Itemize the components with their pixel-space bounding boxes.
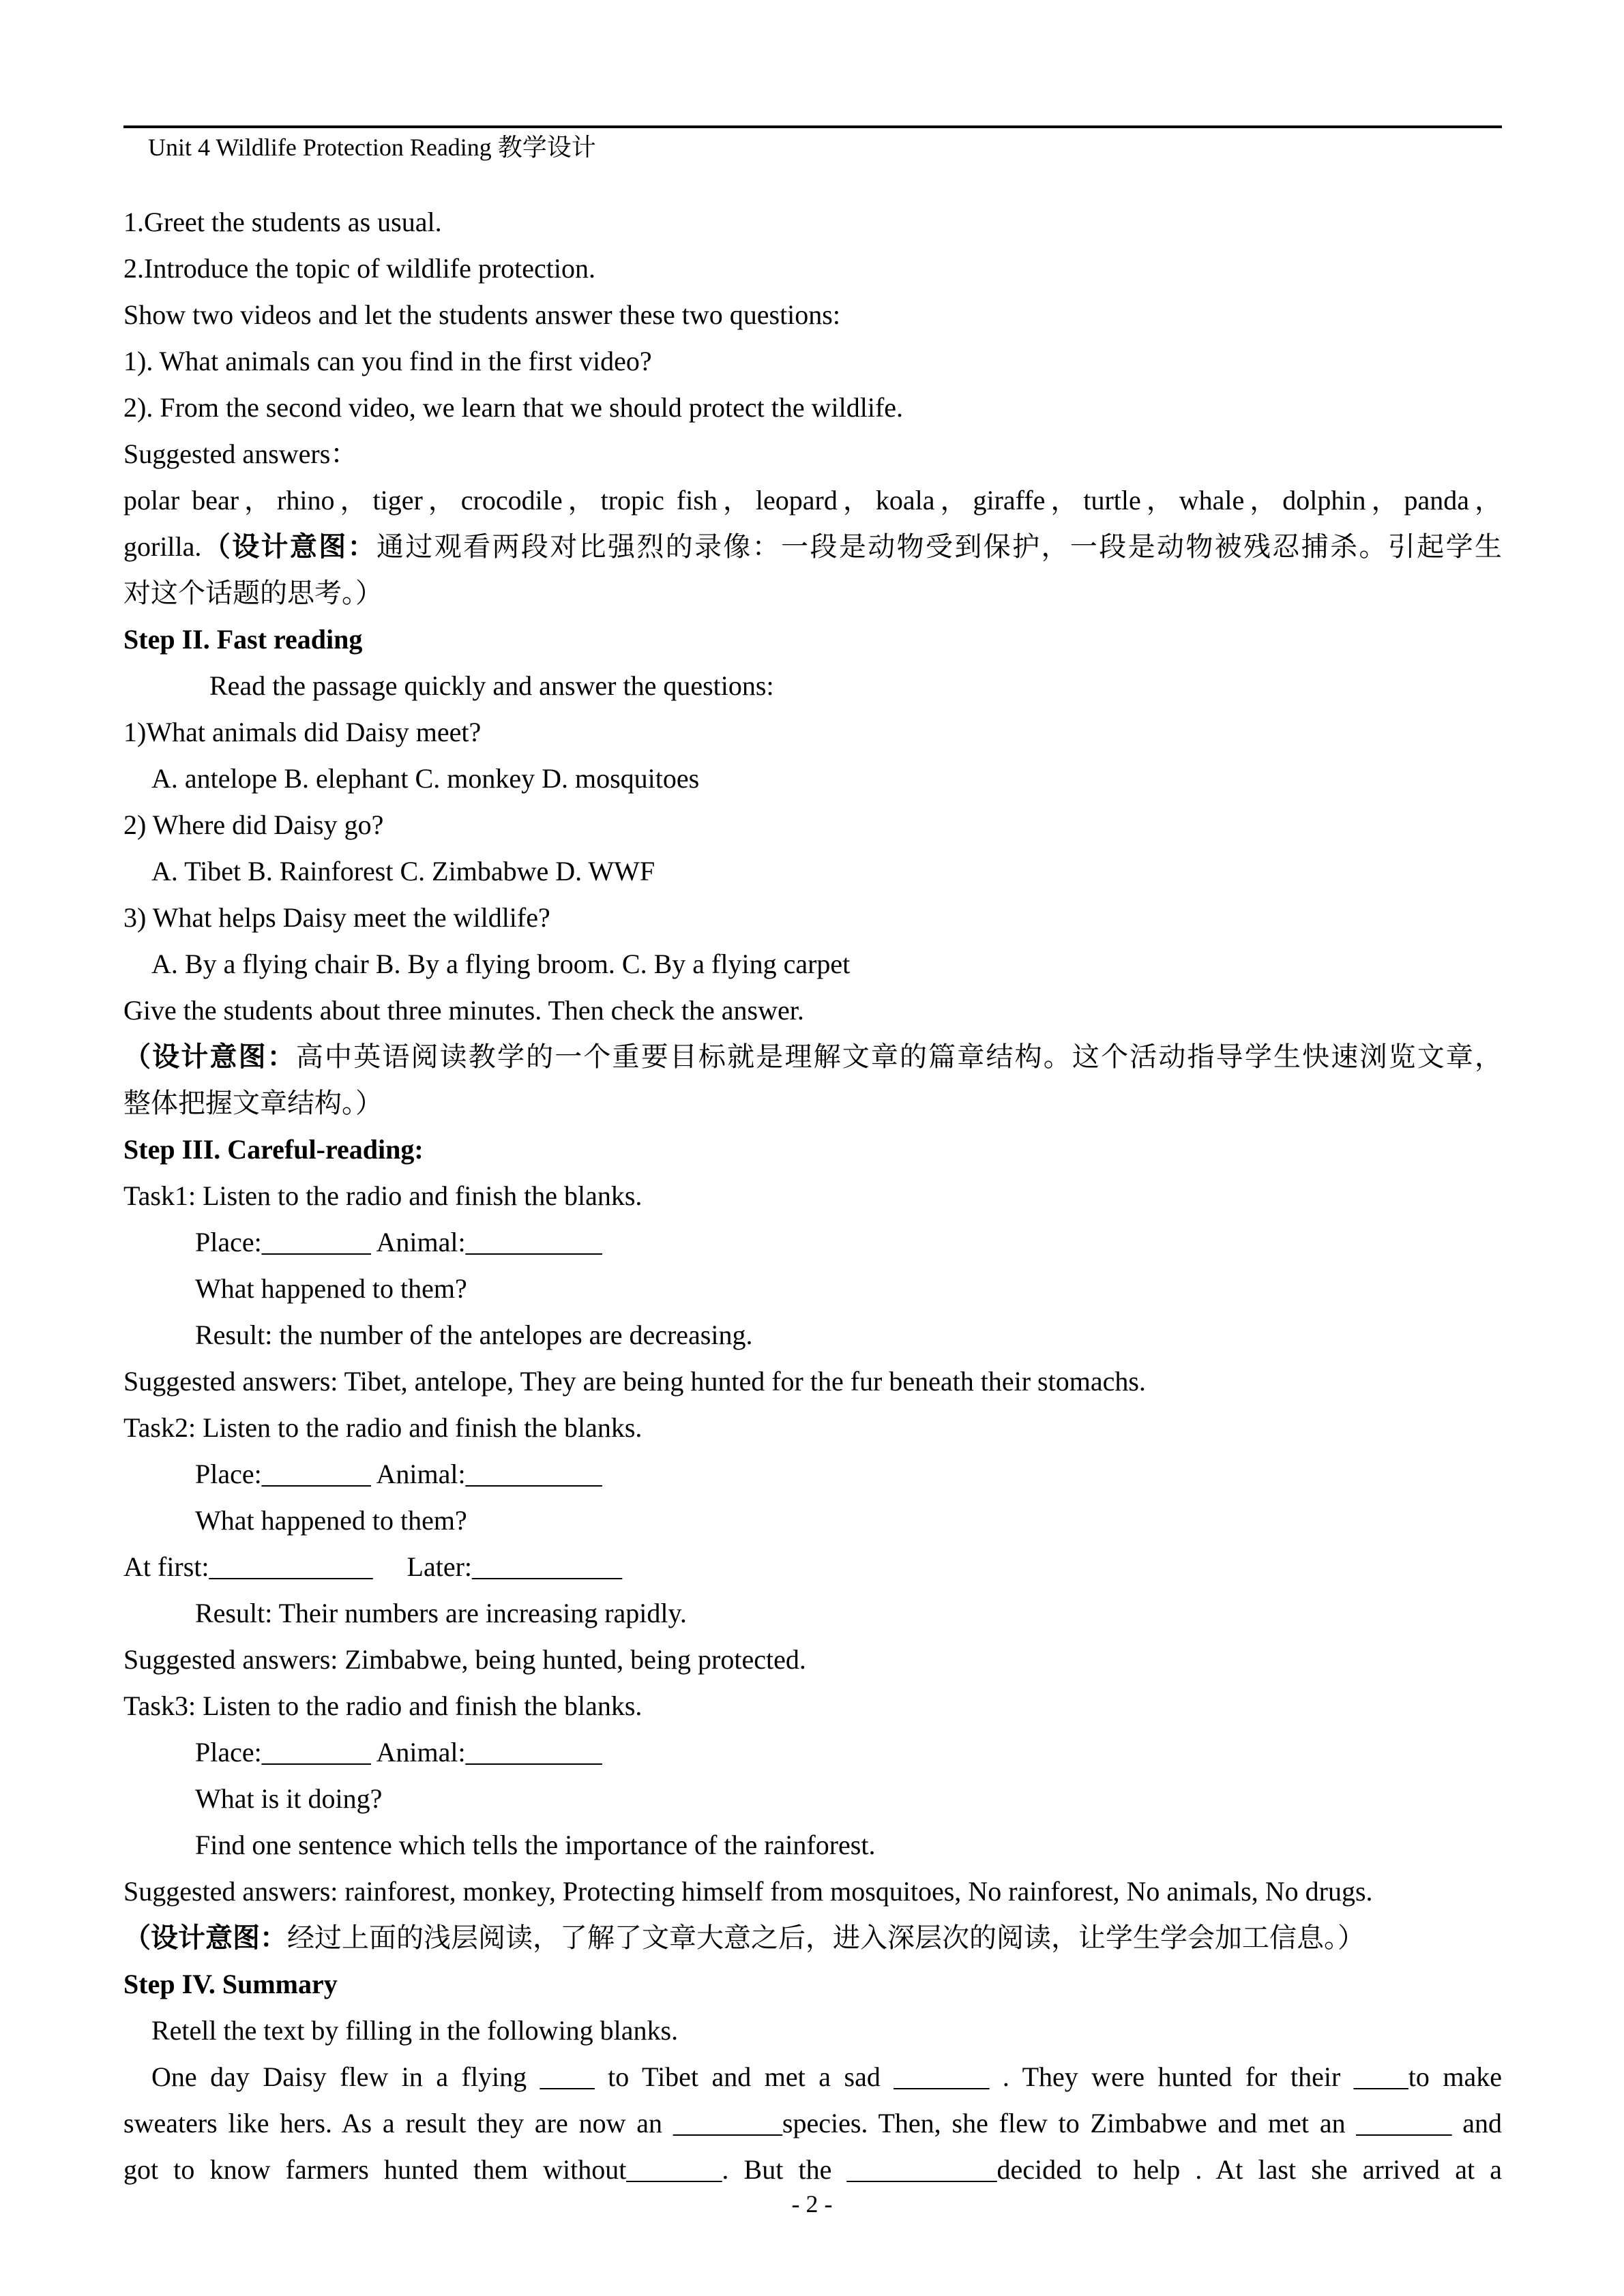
text-line: polar bear，rhino，tiger，crocodile，tropic fish，leopard，koala，giraffe，turtle，whale，dolphin，panda， (123, 485, 1502, 516)
text-line: 2.Introduce the topic of wildlife protection. (123, 253, 596, 284)
text-line: Suggested answers: Tibet, antelope, They are being hunted for the fur beneath their stomachs. (123, 1366, 1146, 1397)
text-line: 3) What helps Daisy meet the wildlife? (123, 902, 550, 933)
text-line: Suggested answers： (123, 438, 358, 469)
header-title: Unit 4 Wildlife Protection Reading 教学设计 (148, 134, 596, 161)
text-line: A. antelope B. elephant C. monkey D. mosquitoes (151, 763, 700, 794)
design-intent-label: （设计意图： (201, 531, 377, 562)
text-line: 1)What animals did Daisy meet? (123, 717, 482, 747)
text-line: Read the passage quickly and answer the questions: (209, 670, 774, 701)
text-line: Task3: Listen to the radio and finish the blanks. (123, 1690, 643, 1721)
text-line: 2) Where did Daisy go? (123, 809, 384, 840)
text-line: One day Daisy flew in a flying ____ to Tibet and met a sad _______ . They were hunted for their ____to make (151, 2061, 1502, 2092)
text-line: Retell the text by filling in the following blanks. (151, 2015, 679, 2046)
text-run: gorilla. (123, 531, 202, 562)
text-line: Result: Their numbers are increasing rapidly. (195, 1598, 687, 1628)
text-line: Find one sentence which tells the importance of the rainforest. (195, 1830, 876, 1860)
design-intent-label: （设计意图： (123, 1922, 287, 1953)
header-rule (123, 125, 1502, 128)
design-intent-text: 经过上面的浅层阅读，了解了文章大意之后，进入深层次的阅读，让学生学会加工信息。） (287, 1922, 1365, 1953)
text-line: 1). What animals can you find in the first video? (123, 346, 652, 376)
text-line: What happened to them? (195, 1273, 467, 1304)
design-intent-label: （设计意图： (123, 1041, 296, 1072)
text-line: Suggested answers: rainforest, monkey, Protecting himself from mosquitoes, No rainforest, No animals, No drugs. (123, 1876, 1373, 1907)
text-line: Suggested answers: Zimbabwe, being hunted, being protected. (123, 1644, 806, 1675)
design-intent-text: 高中英语阅读教学的一个重要目标就是理解文章的篇章结构。这个活动指导学生快速浏览文章， (295, 1041, 1503, 1072)
text-line: 对这个话题的思考。） (123, 578, 383, 608)
text-line: What happened to them? (195, 1505, 467, 1536)
text-line: 1.Greet the students as usual. (123, 207, 442, 237)
step-heading: Step IV. Summary (123, 1969, 338, 1999)
text-line: What is it doing? (195, 1783, 383, 1814)
text-line: A. By a flying chair B. By a flying broom. C. By a flying carpet (151, 949, 851, 979)
text-line: Place:________ Animal:__________ (195, 1737, 602, 1768)
text-line: Give the students about three minutes. Then check the answer. (123, 995, 804, 1026)
text-line: At first:____________ Later:___________ (123, 1551, 623, 1582)
text-line: Place:________ Animal:__________ (195, 1227, 602, 1257)
step-heading: Step III. Careful-reading: (123, 1134, 424, 1165)
text-line (123, 1041, 1502, 1073)
text-line: 2). From the second video, we learn that we should protect the wildlife. (123, 392, 904, 423)
text-line: Place:________ Animal:__________ (195, 1459, 602, 1489)
text-line: Task2: Listen to the radio and finish the blanks. (123, 1412, 643, 1443)
text-line: Result: the number of the antelopes are decreasing. (195, 1320, 753, 1350)
text-line: Show two videos and let the students answer these two questions: (123, 299, 840, 330)
text-line (123, 1922, 1502, 1954)
text-line: Task1: Listen to the radio and finish the blanks. (123, 1180, 643, 1211)
page-header (123, 90, 1502, 161)
text-line: got to know farmers hunted them without_______. But the ___________decided to help . At last she arrived at a (123, 2154, 1502, 2185)
text-line (123, 531, 1502, 563)
design-intent-text: 通过观看两段对比强烈的录像：一段是动物受到保护，一段是动物被残忍捕杀。引起学生 (377, 531, 1503, 562)
page-number: - 2 - (791, 2190, 833, 2218)
text-line: 整体把握文章结构。） (123, 1088, 383, 1118)
text-line: A. Tibet B. Rainforest C. Zimbabwe D. WWF (151, 856, 655, 886)
text-line: sweaters like hers. As a result they are now an ________species. Then, she flew to Zimbabwe and met an _______ and (123, 2108, 1502, 2138)
step-heading: Step II. Fast reading (123, 624, 363, 655)
